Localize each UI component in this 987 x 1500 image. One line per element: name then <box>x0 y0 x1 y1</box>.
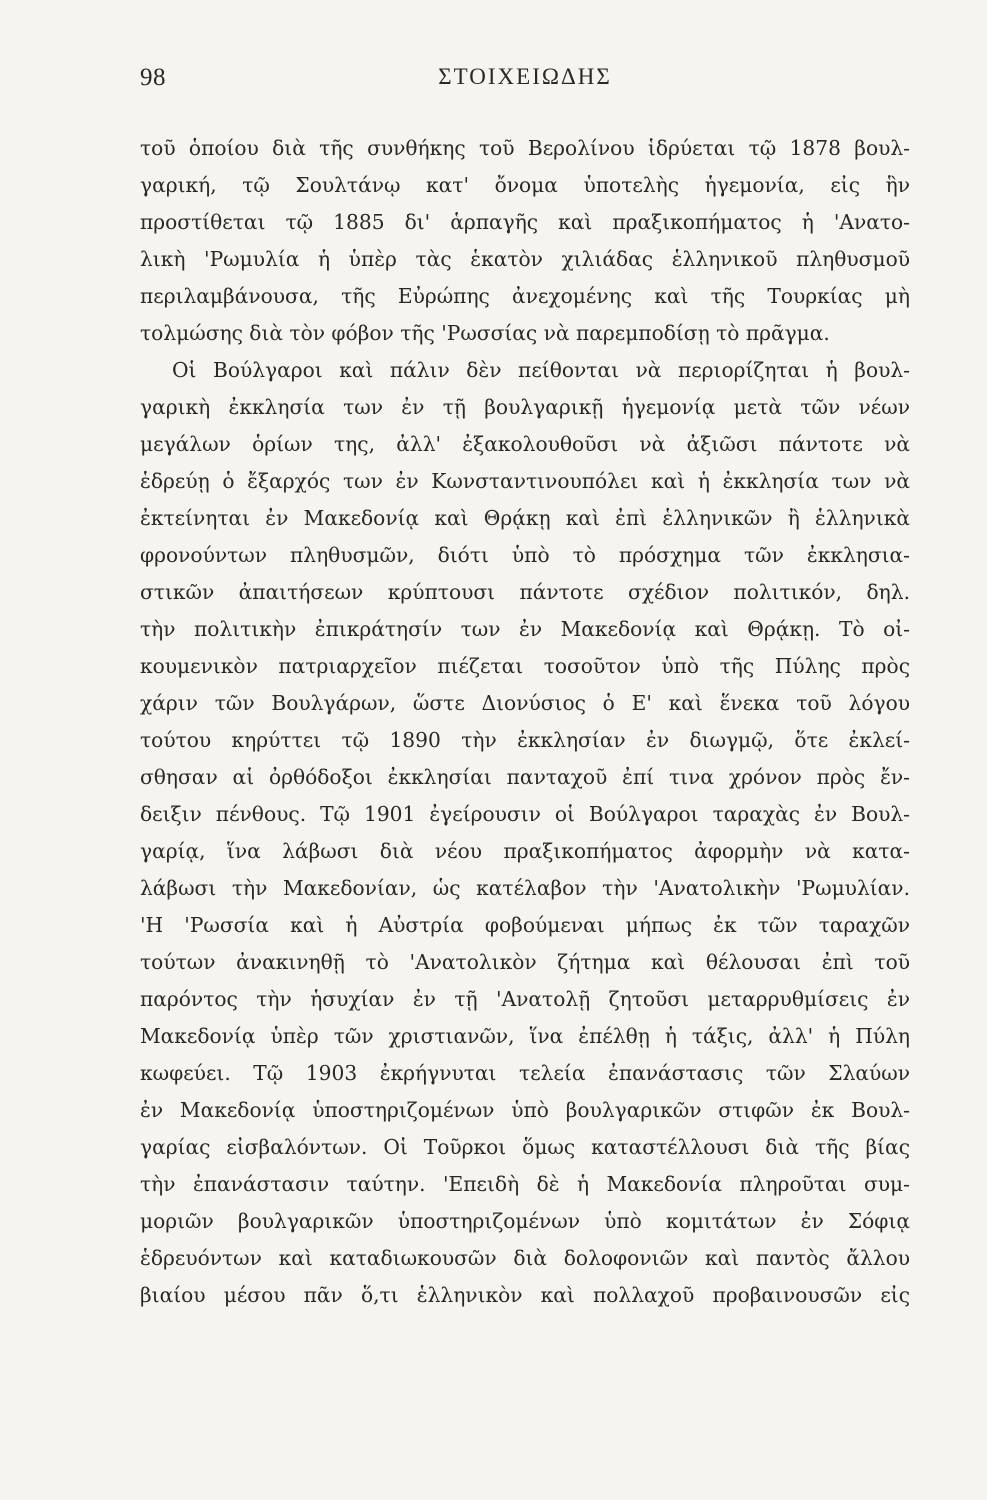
text-line: ἑδρεύῃ ὁ ἔξαρχός των ἐν Κωνσταντινουπόλει καὶ ἡ ἐκκλησία των νὰ <box>140 469 910 493</box>
text-line: μεγάλων ὁρίων της, ἀλλ' ἐξακολουθοῦσι νὰ ἀξιῶσι πάντοτε νὰ <box>140 432 910 456</box>
body-text <box>140 130 910 1314</box>
text-line: παρόντος τὴν ἡσυχίαν ἐν τῇ 'Ανατολῇ ζητοῦσι μεταρρυθμίσεις ἐν <box>140 987 910 1011</box>
text-line: γαρική, τῷ Σουλτάνῳ κατ' ὄνομα ὑποτελὴς ἡγεμονία, εἰς ἣν <box>140 173 910 197</box>
page-header <box>140 64 910 104</box>
text-line: τὴν πολιτικὴν ἐπικράτησίν των ἐν Μακεδονίᾳ καὶ Θρᾴκῃ. Τὸ οἰ- <box>140 617 910 641</box>
page-number: 98 <box>140 64 166 91</box>
text-line: ἐν Μακεδονίᾳ ὑποστηριζομένων ὑπὸ βουλγαρικῶν στιφῶν ἐκ Βουλ- <box>140 1098 910 1122</box>
text-line: τολμώσης διὰ τὸν φόβον τῆς 'Ρωσσίας νὰ παρεμποδίσῃ τὸ πρᾶγμα. <box>140 321 830 345</box>
text-line: Οἱ Βούλγαροι καὶ πάλιν δὲν πείθονται νὰ περιορίζηται ἡ βουλ- <box>172 358 910 382</box>
text-line: δειξιν πένθους. Τῷ 1901 ἐγείρουσιν οἱ Βούλγαροι ταραχὰς ἐν Βουλ- <box>140 802 910 826</box>
text-line: σθησαν αἱ ὀρθόδοξοι ἐκκλησίαι πανταχοῦ ἐπί τινα χρόνον πρὸς ἔν- <box>140 765 910 789</box>
text-line: κουμενικὸν πατριαρχεῖον πιέζεται τοσοῦτον ὑπὸ τῆς Πύλης πρὸς <box>140 654 910 678</box>
text-line: τὴν ἐπανάστασιν ταύτην. 'Επειδὴ δὲ ἡ Μακεδονία πληροῦται συμ- <box>140 1172 910 1196</box>
text-line: λάβωσι τὴν Μακεδονίαν, ὡς κατέλαβον τὴν 'Ανατολικὴν 'Ρωμυλίαν. <box>140 876 910 900</box>
text-line: βιαίου μέσου πᾶν ὅ,τι ἑλληνικὸν καὶ πολλαχοῦ προβαινουσῶν εἰς <box>140 1283 910 1307</box>
text-line: προστίθεται τῷ 1885 δι' ἁρπαγῆς καὶ πραξικοπήματος ἡ 'Ανατο- <box>140 210 910 234</box>
text-line: ἐκτείνηται ἐν Μακεδονίᾳ καὶ Θρᾴκῃ καὶ ἐπὶ ἑλληνικῶν ἢ ἑλληνικὰ <box>140 506 910 530</box>
text-line: φρονούντων πληθυσμῶν, διότι ὑπὸ τὸ πρόσχημα τῶν ἐκκλησια- <box>140 543 910 567</box>
text-line: γαρικὴ ἐκκλησία των ἐν τῇ βουλγαρικῇ ἡγεμονίᾳ μετὰ τῶν νέων <box>140 395 910 419</box>
running-title: ΣΤΟΙΧΕΙΩΔΗΣ <box>438 64 612 89</box>
text-line: τούτου κηρύττει τῷ 1890 τὴν ἐκκλησίαν ἐν διωγμῷ, ὅτε ἐκλεί- <box>140 728 910 752</box>
text-line: στικῶν ἀπαιτήσεων κρύπτουσι πάντοτε σχέδιον πολιτικόν, δηλ. <box>140 580 910 604</box>
text-line: Μακεδονίᾳ ὑπὲρ τῶν χριστιανῶν, ἵνα ἐπέλθῃ ἡ τάξις, ἀλλ' ἡ Πύλη <box>140 1024 910 1048</box>
text-line: ἑδρευόντων καὶ καταδιωκουσῶν διὰ δολοφονιῶν καὶ παντὸς ἄλλου <box>140 1246 910 1270</box>
text-line: τοῦ ὁποίου διὰ τῆς συνθήκης τοῦ Βερολίνου ἱδρύεται τῷ 1878 βουλ- <box>140 136 910 160</box>
text-line: μοριῶν βουλγαρικῶν ὑποστηριζομένων ὑπὸ κομιτάτων ἐν Σόφιᾳ <box>140 1209 910 1233</box>
text-line: χάριν τῶν Βουλγάρων, ὥστε Διονύσιος ὁ Ε' καὶ ἕνεκα τοῦ λόγου <box>140 691 910 715</box>
text-line: 'Η 'Ρωσσία καὶ ἡ Αὐστρία φοβούμεναι μήπως ἐκ τῶν ταραχῶν <box>140 913 910 937</box>
text-line: λικὴ 'Ρωμυλία ἡ ὑπὲρ τὰς ἑκατὸν χιλιάδας ἑλληνικοῦ πληθυσμοῦ <box>140 247 910 271</box>
text-line: γαρίᾳ, ἵνα λάβωσι διὰ νέου πραξικοπήματος ἀφορμὴν νὰ κατα- <box>140 839 910 863</box>
text-line: περιλαμβάνουσα, τῆς Εὐρώπης ἀνεχομένης καὶ τῆς Τουρκίας μὴ <box>140 284 910 308</box>
text-line: τούτων ἀνακινηθῇ τὸ 'Ανατολικὸν ζήτημα καὶ θέλουσαι ἐπὶ τοῦ <box>140 950 910 974</box>
text-line: γαρίας εἰσβαλόντων. Οἱ Τοῦρκοι ὅμως καταστέλλουσι διὰ τῆς βίας <box>140 1135 910 1159</box>
text-line: κωφεύει. Τῷ 1903 ἐκρήγνυται τελεία ἐπανάστασις τῶν Σλαύων <box>140 1061 910 1085</box>
